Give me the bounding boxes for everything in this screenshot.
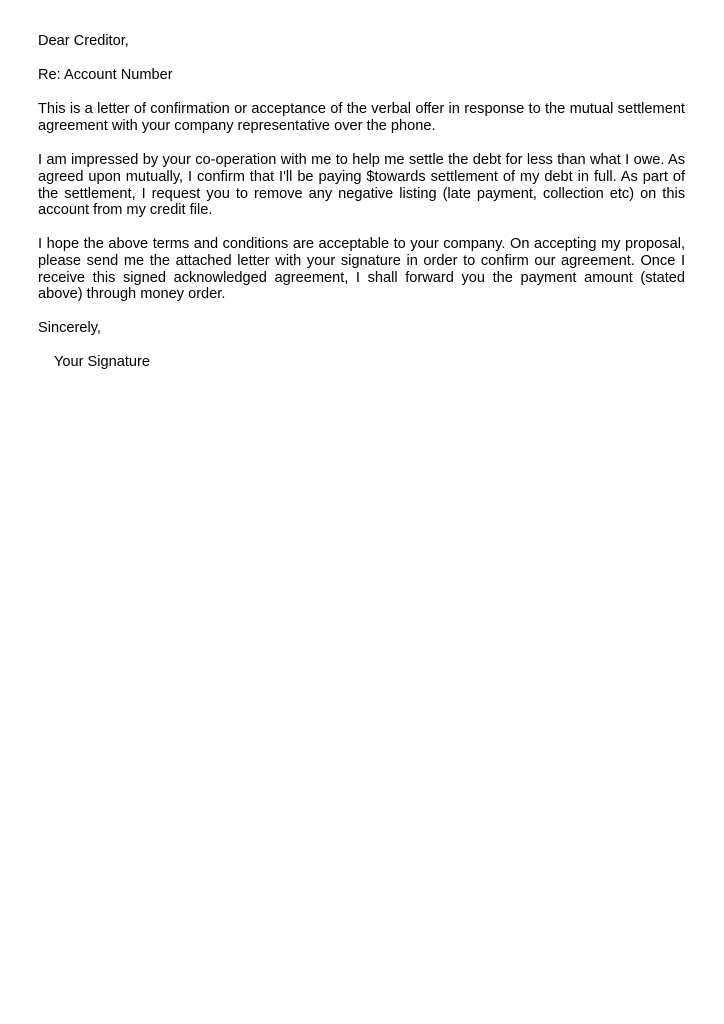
letter-signature: Your Signature — [54, 354, 151, 370]
letter-greeting: Dear Creditor, — [38, 33, 129, 49]
letter-paragraph-1: This is a letter of confirmation or acceptance of the verbal offer in response to the mutual settlement agreement with your company representative over the phone. — [38, 101, 685, 134]
letter-closing: Sincerely, — [38, 320, 101, 336]
letter-subject-line: Re: Account Number — [38, 67, 173, 83]
letter-paragraph-3: I hope the above terms and conditions are acceptable to your company. On accepting my proposal, please send me the attached letter with your signature in order to confirm our agreement. Once I receive this signed acknowledged agreement, I shall forward you the payment amount (stated above) through money order. — [38, 236, 685, 303]
letter-paragraph-2: I am impressed by your co-operation with me to help me settle the debt for less than what I owe. As agreed upon mutually, I confirm that I'll be paying $towards settlement of my debt in full. As part of the settlement, I request you to remove any negative listing (late payment, collection etc) on this account from my credit file. — [38, 152, 685, 219]
